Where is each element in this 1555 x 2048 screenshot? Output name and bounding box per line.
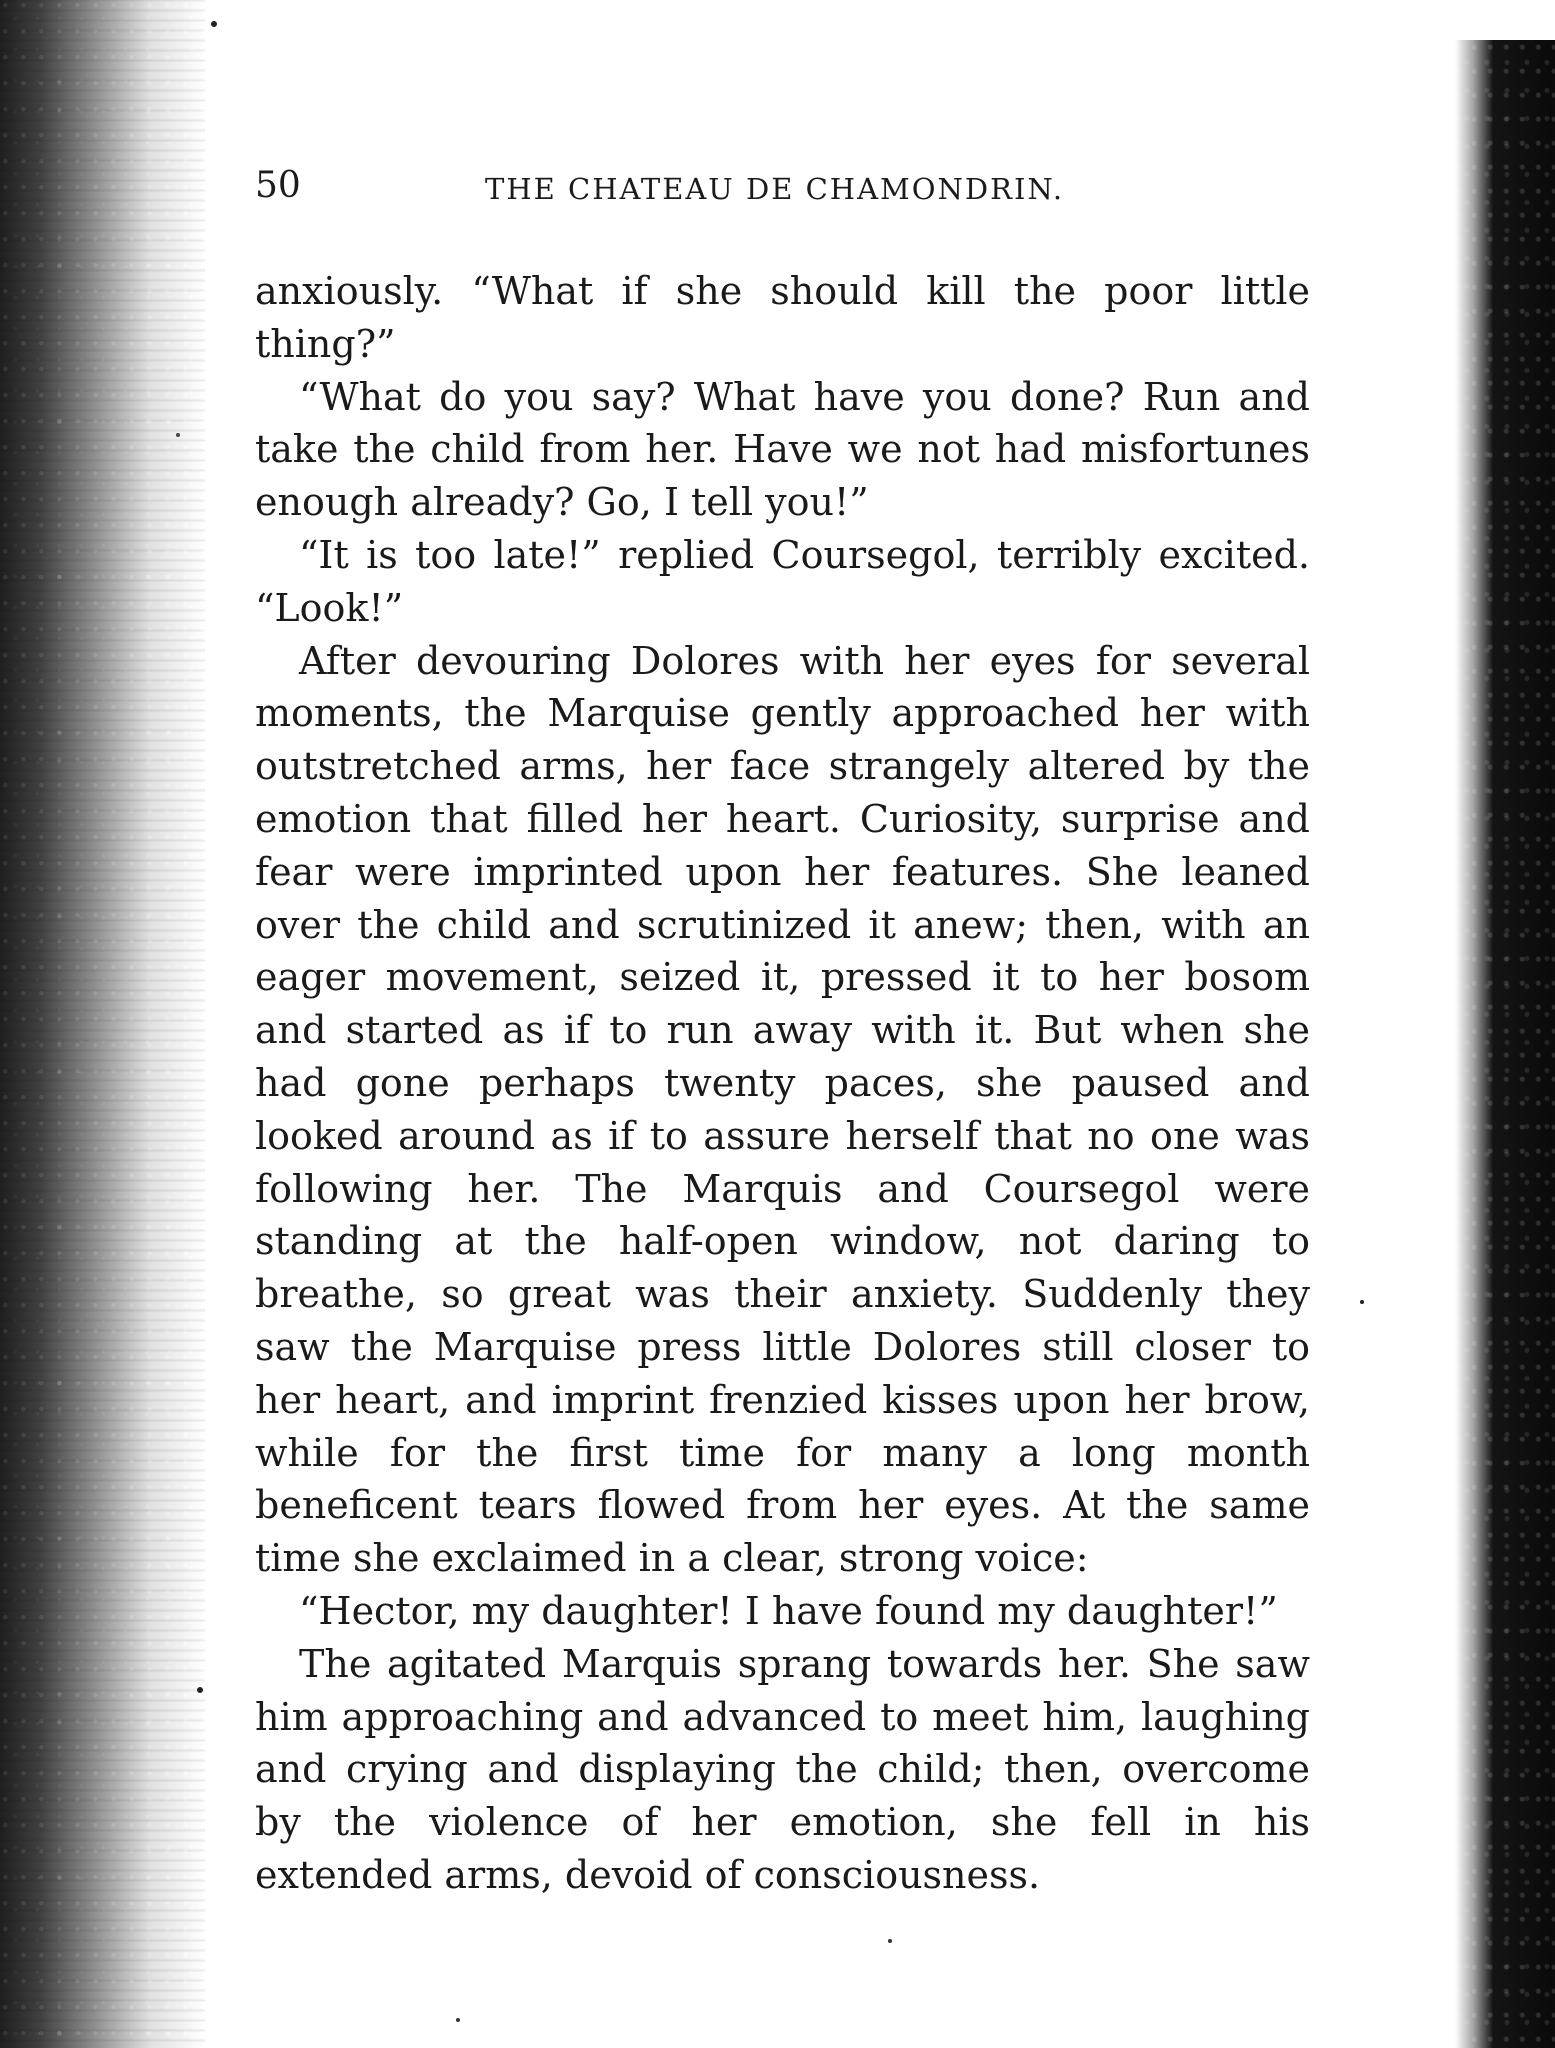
scan-edge-right <box>1455 40 1555 2048</box>
paragraph-6: The agitated Marquis sprang towards her. She saw him approaching and advanced to meet him, laughing and crying and displaying the child; then, overcome by the violence of her emotion, she fell in his extended arms, devoid of consciousness. <box>255 1641 1310 1897</box>
paragraph-1: anxiously. “What if she should kill the poor little thing?” <box>255 269 1310 366</box>
speck <box>1360 1300 1364 1304</box>
paragraph-4: After devouring Dolores with her eyes for several moments, the Marquise gently approached her with outstretched arms, her face strangely altered by the emotion that filled her heart. Curiosity, surprise and fear were imprinted upon her features. She leaned over the child and scrutinized it anew; then, with an eager movement, seized it, pressed it to her bosom and started as if to run away with it. But when she had gone perhaps twenty paces, she paused and looked around as if to assure herself that no one was following her. The Marquis and Coursegol were standing at the half-open window, not daring to breathe, so great was their anxiety. Suddenly they saw the Marquise press little Dolores still closer to her heart, and imprint frenzied kisses upon her brow, while for the first time for many a long month beneficent tears flowed from her eyes. At the same time she exclaimed in a clear, strong voice: <box>255 638 1310 1581</box>
paragraph-3: “It is too late!” replied Coursegol, terribly excited. “Look!” <box>255 532 1310 630</box>
running-head <box>255 165 1310 220</box>
speck <box>888 1939 892 1943</box>
paragraph-5: “Hector, my daughter! I have found my daughter!” <box>299 1588 1278 1633</box>
book-page <box>255 165 1310 1902</box>
speck <box>456 2018 460 2022</box>
running-title: THE CHATEAU DE CHAMONDRIN. <box>485 172 1065 206</box>
page-number: 50 <box>255 165 301 206</box>
speck <box>211 21 217 27</box>
page-text <box>255 265 1310 1902</box>
paragraph-2: “What do you say? What have you done? Run and take the child from her. Have we not had misfortunes enough already? Go, I tell you!” <box>255 374 1310 525</box>
scan-edge-left <box>0 0 205 2048</box>
